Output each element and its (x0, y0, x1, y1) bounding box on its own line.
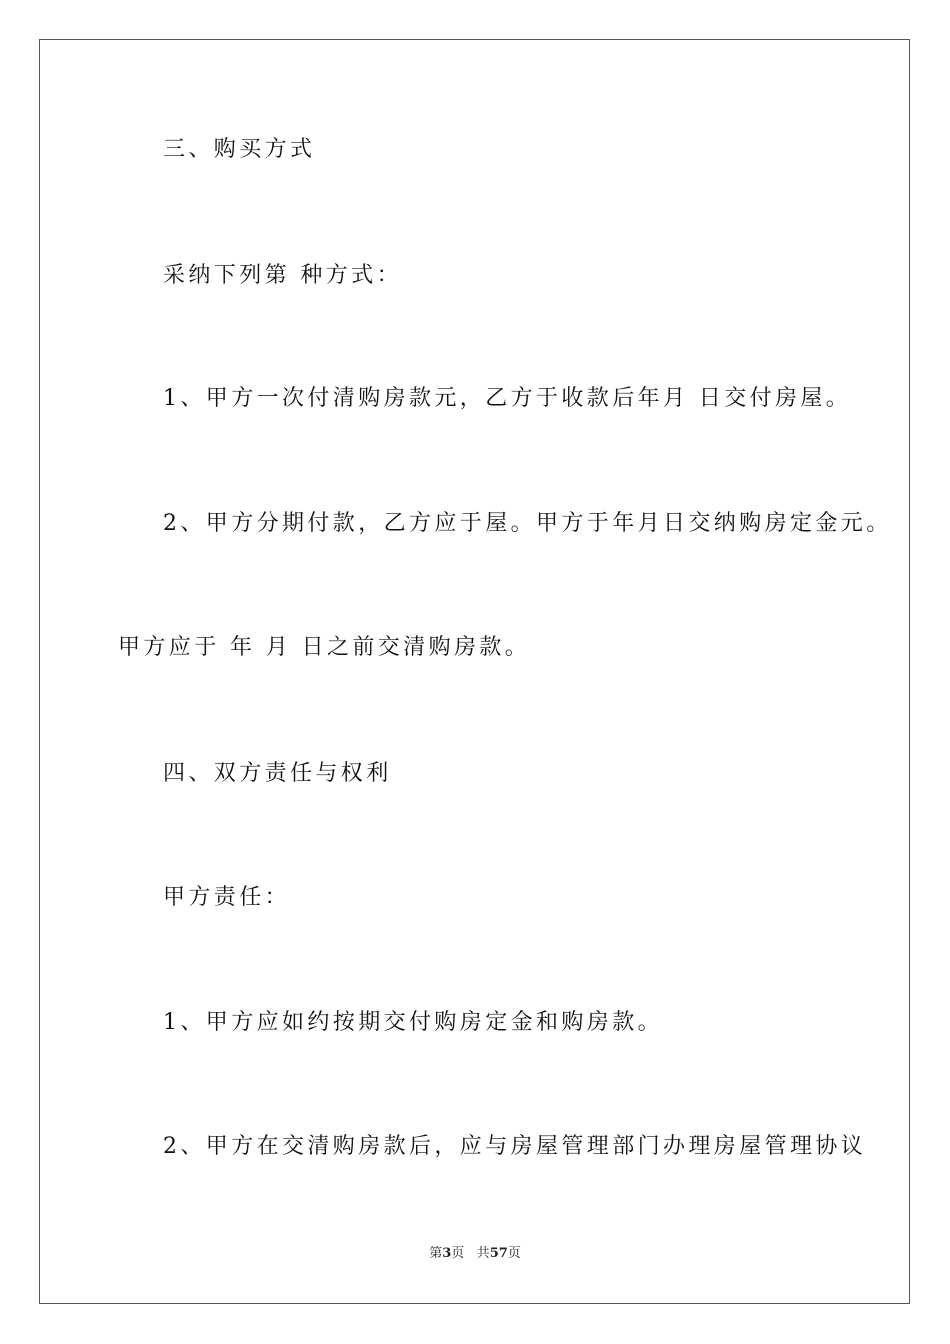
footer-page-prefix: 第 (429, 1246, 443, 1261)
footer-total-prefix: 共 (476, 1246, 490, 1261)
paragraph-party-a-responsibility: 甲方责任： (163, 885, 291, 910)
footer-total-suffix: 页 (507, 1246, 521, 1261)
paragraph-party-a-item-2: 2、甲方在交清购房款后，应与房屋管理部门办理房屋管理协议 (163, 1134, 867, 1159)
footer-page-suffix: 页 (451, 1246, 465, 1261)
paragraph-party-a-item-1: 1、甲方应如约按期交付购房定金和购房款。 (163, 1010, 663, 1035)
page-frame (39, 39, 910, 1304)
paragraph-method-choice: 采纳下列第 种方式： (163, 263, 402, 288)
paragraph-option-1: 1、甲方一次付清购房款元，乙方于收款后年月 日交付房屋。 (163, 386, 852, 411)
paragraph-option-2-continued: 甲方应于 年 月 日之前交清购房款。 (118, 635, 531, 660)
section-heading-purchase-method: 三、购买方式 (163, 137, 316, 162)
footer-total-number: 57 (489, 1246, 508, 1261)
page-footer (0, 1245, 950, 1263)
footer-page-number: 3 (442, 1246, 452, 1261)
section-heading-responsibilities: 四、双方责任与权利 (163, 761, 392, 786)
paragraph-option-2: 2、甲方分期付款，乙方应于屋。甲方于年月日交纳购房定金元。 (163, 511, 892, 536)
